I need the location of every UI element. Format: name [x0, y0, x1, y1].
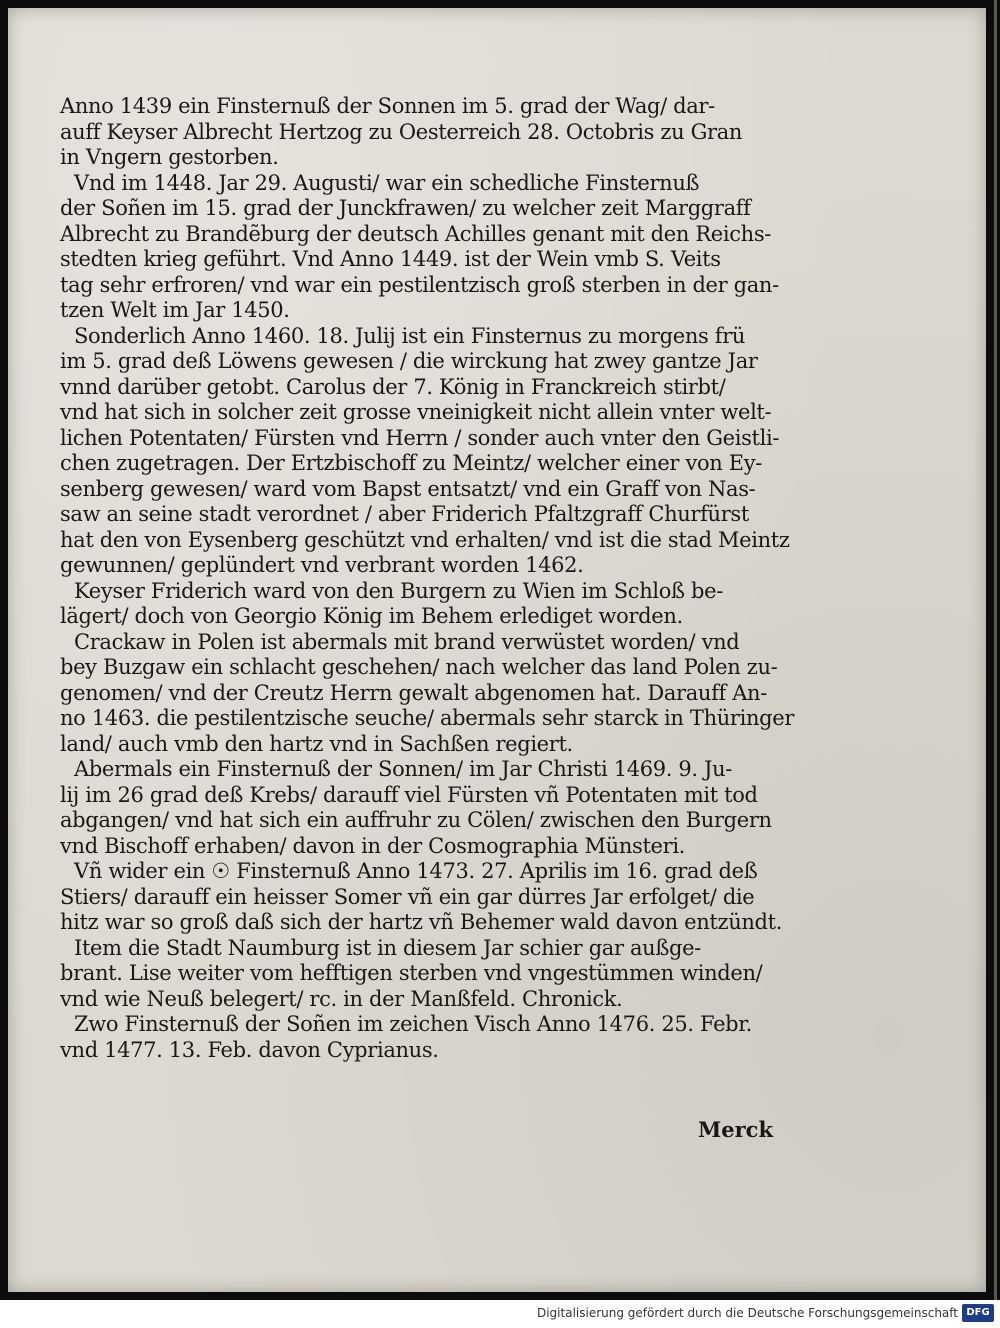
text-line-content: Crackaw in Polen ist abermals mit brand verwüstet worden/ vnd — [74, 629, 740, 654]
scan-edge — [994, 0, 997, 1300]
text-line: vnnd darüber getobt. Carolus der 7. König in Franckreich stirbt/ — [60, 374, 726, 399]
text-line: im 5. grad deß Löwens gewesen / die wirckung hat zwey gantze Jar — [60, 349, 758, 373]
text-line: vnd hat sich in solcher zeit grosse vneinigkeit nicht allein vnter welt- — [60, 400, 772, 424]
text-line: auff Keyser Albrecht Hertzog zu Oesterreich 28. Octobris zu Gran — [60, 119, 743, 144]
text-line: hitz war so groß daß sich der hartz vñ Behemer wald davon entzündt. — [60, 910, 783, 934]
text-line: lij im 26 grad deß Krebs/ darauff viel Fürsten vñ Potentaten mit tod — [60, 782, 758, 807]
text-line: lägert/ doch von Georgio König im Behem erlediget worden. — [60, 604, 683, 628]
text-line: saw an seine stadt verordnet / aber Friderich Pfaltzgraff Churfürst — [60, 502, 749, 526]
paragraph — [60, 1012, 790, 1063]
paragraph — [60, 859, 790, 936]
text-line: lichen Potentaten/ Fürsten vnd Herrn / sonder auch vnter den Geistli- — [60, 425, 780, 450]
text-line: bey Buzgaw ein schlacht geschehen/ nach welcher das land Polen zu- — [60, 655, 778, 679]
text-line — [60, 859, 790, 885]
text-line-content: Zwo Finsternuß der Soñen im zeichen Visch Anno 1476. 25. Febr. — [74, 1012, 752, 1036]
text-line: vnd wie Neuß belegert/ rc. in der Manßfeld. Chronick. — [60, 986, 623, 1011]
footer-bar — [0, 1300, 1000, 1328]
text-line: no 1463. die pestilentzische seuche/ abermals sehr starck in Thüringer — [60, 706, 795, 730]
text-line-content: Abermals ein Finsternuß der Sonnen/ im Jar Christi 1469. 9. Ju- — [74, 757, 733, 781]
text-line — [60, 936, 790, 962]
paragraph — [60, 579, 790, 630]
text-line — [60, 630, 790, 656]
body-text — [60, 94, 795, 1063]
text-line — [60, 324, 790, 350]
text-line: in Vngern gestorben. — [60, 145, 279, 169]
text-line: stedten krieg geführt. Vnd Anno 1449. ist der Wein vmb S. Veits — [60, 247, 721, 271]
text-line: vnd Bischoff erhaben/ davon in der Cosmographia Münsteri. — [60, 833, 686, 858]
text-line: tzen Welt im Jar 1450. — [60, 298, 290, 322]
text-line: Stiers/ darauff ein heisser Somer vñ ein gar dürres Jar erfolget/ die — [60, 884, 755, 909]
text-line-content: Keyser Friderich ward von den Burgern zu Wien im Schloß be- — [74, 578, 723, 603]
footer-credit: Digitalisierung gefördert durch die Deutsche Forschungsgemeinschaft — [536, 1306, 958, 1320]
paragraph — [60, 94, 790, 171]
text-line: brant. Lise weiter vom hefftigen sterben vnd vngestümmen winden/ — [60, 961, 763, 985]
text-line: land/ auch vmb den hartz vnd in Sachßen regiert. — [60, 731, 573, 756]
text-line-content: Vñ wider ein ☉ Finsternuß Anno 1473. 27. Aprilis im 16. grad deß — [74, 859, 758, 883]
text-line-content: Item die Stadt Naumburg ist in diesem Jar schier gar außge- — [74, 935, 701, 960]
text-line: Anno 1439 ein Finsternuß der Sonnen im 5. grad der Wag/ dar- — [60, 94, 715, 118]
paragraph — [60, 629, 795, 758]
text-line: abgangen/ vnd hat sich ein auffruhr zu Cölen/ zwischen den Burgern — [60, 808, 772, 832]
dfg-logo-icon: DFG — [962, 1304, 994, 1322]
text-line — [60, 579, 790, 605]
text-line — [60, 1012, 790, 1038]
paragraph — [60, 936, 790, 1013]
text-line: gewunnen/ geplündert vnd verbrant worden 1462. — [60, 553, 584, 577]
text-line: tag sehr erfroren/ vnd war ein pestilentzisch groß sterben in der gan- — [60, 272, 779, 297]
text-line: genomen/ vnd der Creutz Herrn gewalt abgenomen hat. Darauff An- — [60, 680, 767, 705]
text-line: hat den von Eysenberg geschützt vnd erhalten/ vnd ist die stad Meintz — [60, 527, 790, 552]
page-scan — [8, 8, 986, 1292]
paragraph — [60, 171, 790, 324]
text-line-content: Vnd im 1448. Jar 29. Augusti/ war ein schedliche Finsternuß — [74, 170, 700, 195]
text-line: chen zugetragen. Der Ertzbischoff zu Meintz/ welcher einer von Ey- — [60, 451, 762, 475]
text-line — [60, 757, 790, 783]
text-line: der Soñen im 15. grad der Junckfrawen/ zu welcher zeit Marggraff — [60, 196, 751, 220]
text-line: vnd 1477. 13. Feb. davon Cyprianus. — [60, 1037, 439, 1062]
paragraph — [60, 324, 790, 579]
paragraph — [60, 757, 790, 859]
text-line: Albrecht zu Brandẽburg der deutsch Achilles genant mit den Reichs- — [60, 221, 771, 246]
text-line-content: Sonderlich Anno 1460. 18. Julij ist ein Finsternus zu morgens frü — [74, 323, 746, 348]
text-line — [60, 171, 790, 197]
catchword: Merck — [698, 1117, 774, 1142]
text-line: senberg gewesen/ ward vom Bapst entsatzt/ vnd ein Graff von Nas- — [60, 476, 756, 501]
